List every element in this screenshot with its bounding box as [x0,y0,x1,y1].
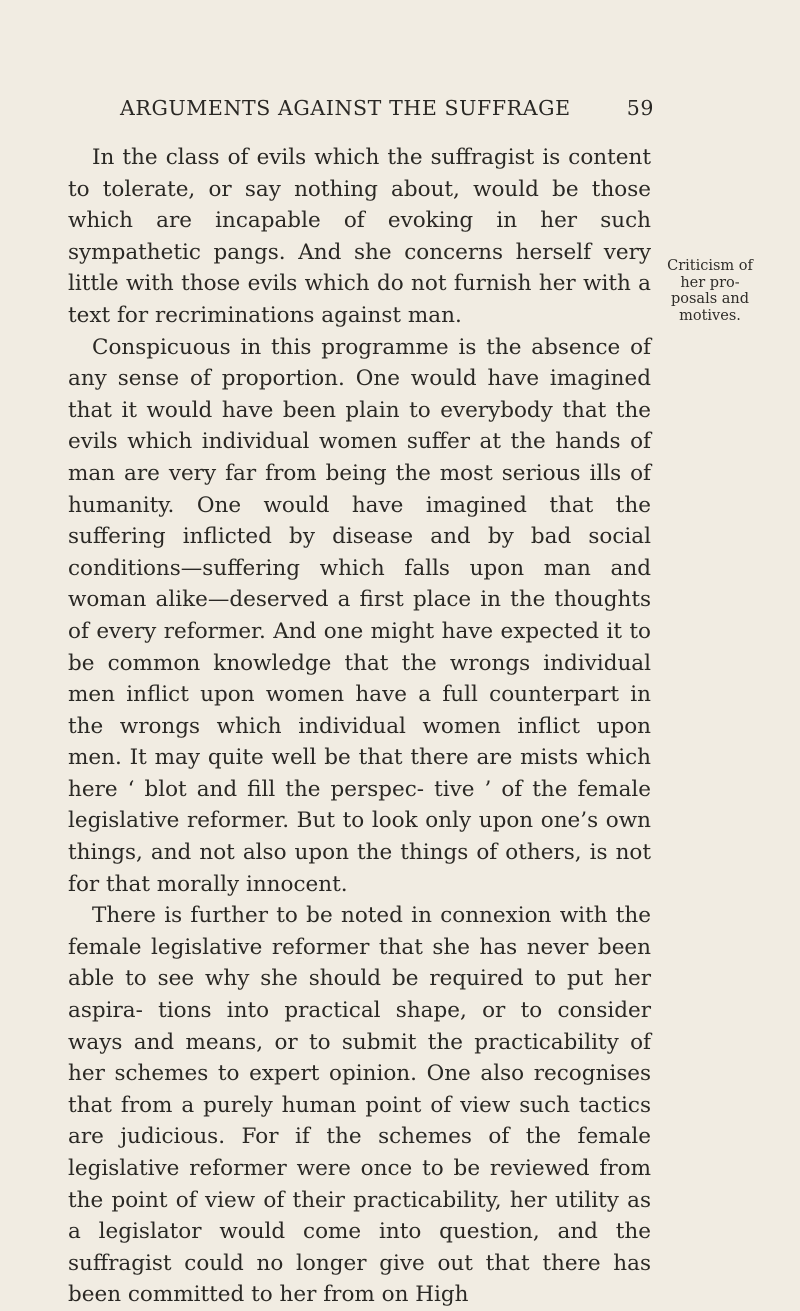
paragraph-1: In the class of evils which the suffragist is content to tolerate, or say nothing about, would be those which are incapable of evoking in her such sympathetic pangs. And she concerns herself very little with those evils which do not furnish her with a text for recriminations against man. [68,145,651,328]
marginal-note: Criticism of her pro- posals and motives. [667,258,753,324]
running-head-title: ARGUMENTS AGAINST THE SUFFRAGE [120,96,571,120]
paragraph-3: There is further to be noted in connexion with the female legislative reformer that she has never been able to see why she should be required to put her aspira- tions into practical shape, or to consider ways and means, or to submit the practicability of her schemes to expert opinion. One also recognises that from a purely human point of view such tactics are judicious. For if the schemes of the female legislative reformer were once to be reviewed from the point of view of their practicability, her utility as a legislator would come into question, and the suffragist could no longer give out that there has been committed to her from on High [68,903,651,1308]
page-number: 59 [626,96,654,120]
body-text [68,142,651,1311]
running-head [120,92,654,124]
paragraph-2: Conspicuous in this programme is the absence of any sense of proportion. One would have imagined that it would have been plain to everybody that the evils which individual women suffer at the hands of man are very far from being the most serious ills of humanity. One would have imagined that the suffering inflicted by disease and by bad social conditions—suffering which falls upon man and woman alike—deserved a first place in the thoughts of every reformer. And one might have expected it to be common knowledge that the wrongs individual men inflict upon women have a full counterpart in the wrongs which individual women inflict upon men. It may quite well be that there are mists which here ‘ blot and fill the perspec- tive ’ of the female legislative reformer. But to look only upon one’s own things, and not also upon the things of others, is not for that morally innocent. [68,334,651,897]
